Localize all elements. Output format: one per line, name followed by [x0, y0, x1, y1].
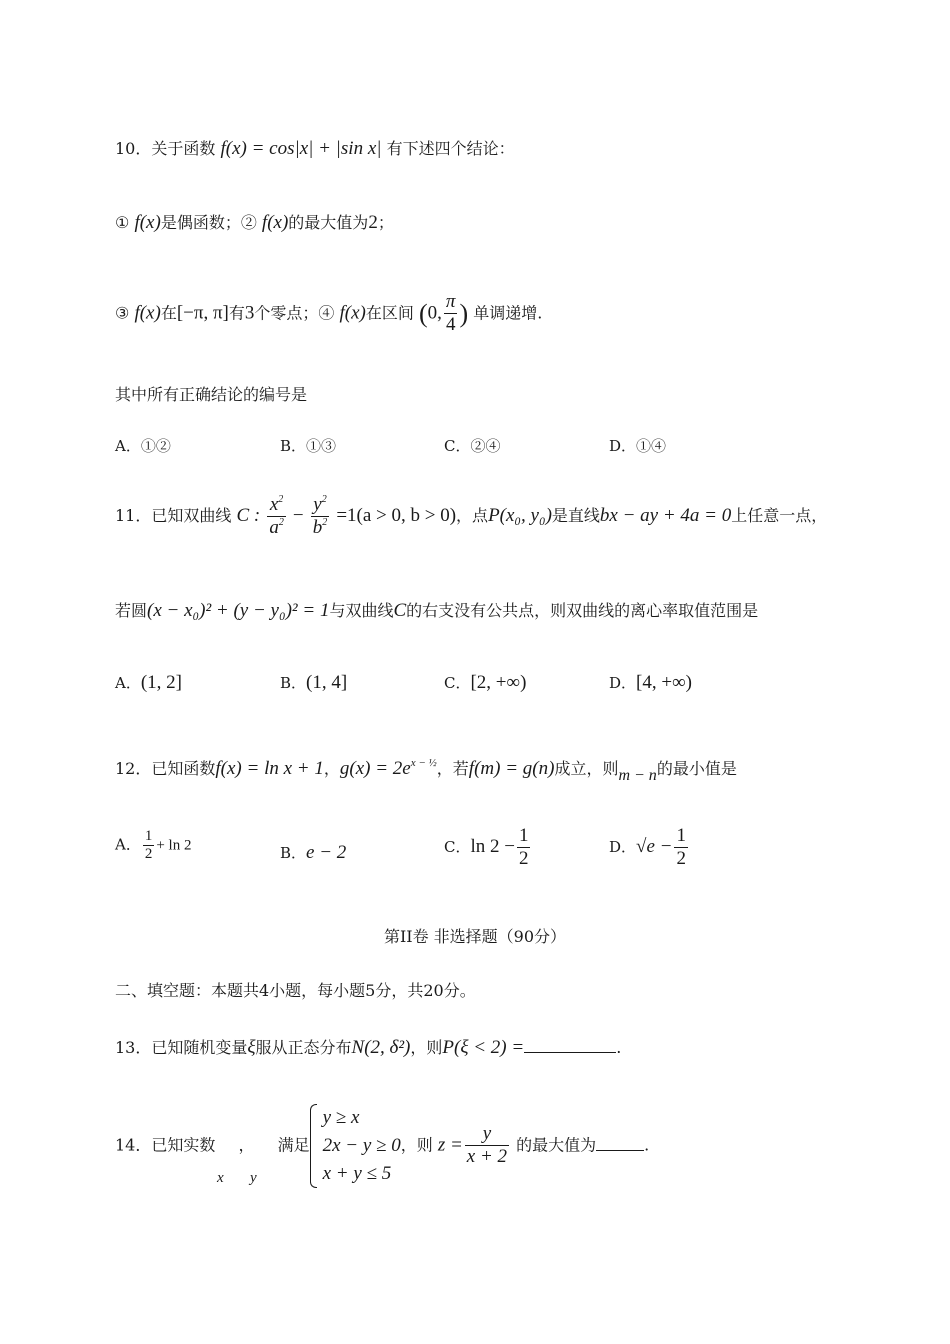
q14-tail: 的最大值为: [516, 1135, 597, 1155]
q10-text-1: 是偶函数；②: [160, 213, 257, 232]
q14-satisfy: 满足: [277, 1135, 310, 1155]
q10-conclusions-3-4: [115, 292, 542, 336]
q13-ze: ，则: [410, 1038, 443, 1057]
fm-eq-gn: f(m) = g(n): [468, 758, 555, 779]
option-value: ②④: [470, 437, 501, 455]
option-value: ①③: [306, 437, 337, 455]
q11-circle-line: [115, 598, 758, 622]
q13-end: .: [616, 1038, 622, 1057]
q11-l2-prefix: 若圆: [115, 601, 148, 620]
point-p: P(x₀, y₀): [488, 504, 552, 526]
q11-option-d[interactable]: [609, 672, 692, 694]
constraint-1: y ≥ x: [322, 1107, 360, 1128]
option-value: + ln 2: [156, 837, 192, 854]
option-value: (1, 2]: [140, 672, 182, 693]
var-y: y: [250, 1170, 257, 1186]
option-label: B．: [280, 674, 307, 692]
q10-ask: 其中所有正确结论的编号是: [115, 385, 308, 404]
interval-pi: [−π, π]: [176, 302, 229, 324]
q11-option-a[interactable]: [115, 672, 182, 694]
q10-option-a[interactable]: [115, 435, 171, 456]
function-f: f(x) = ln x + 1: [215, 758, 324, 779]
q11-tail: 上任意一点，: [731, 505, 828, 525]
option-label: D．: [609, 437, 637, 455]
fraction-numerator: y: [482, 1123, 492, 1145]
q10-text-2: 的最大值为: [288, 213, 369, 232]
option-value: √e −: [636, 835, 673, 857]
minus-sign: −: [292, 504, 304, 526]
option-value: ln 2 −: [470, 835, 515, 857]
q10-you: 有: [228, 303, 245, 323]
option-label: C．: [444, 837, 471, 856]
line-equation: bx − ay + 4a = 0: [599, 504, 732, 526]
one-half: $\frac{1}{2}$: [676, 825, 686, 869]
q10-semicolon: ；: [377, 213, 394, 232]
one-half: $\frac{1}{2}$: [518, 825, 529, 869]
x2-over-a2: $\frac{x^2}{a^2}$: [269, 494, 284, 538]
var-x: x: [217, 1170, 224, 1186]
q12-tail: 成立，则: [554, 759, 619, 778]
q10-conclusions-1-2: [115, 210, 394, 234]
q13-statement: [115, 1034, 621, 1059]
q11-option-b[interactable]: [280, 672, 347, 694]
option-label: A．: [115, 674, 141, 692]
q12-statement: [115, 756, 737, 785]
interval-zero: 0,: [427, 302, 442, 324]
xi-symbol: ξ: [247, 1037, 256, 1058]
y-over-x-plus-2: [465, 1124, 509, 1168]
hyperbola-c: C :: [236, 504, 261, 526]
q12-tail2: 的最小值是: [656, 759, 737, 778]
option-label: B．: [280, 437, 307, 455]
q10-formula: f(x) = cos|x| + |sin x|: [220, 138, 382, 159]
q14-prefix: 14．已知实数: [115, 1135, 216, 1155]
constraint-system: [310, 1104, 401, 1188]
max-value: 2: [368, 212, 378, 233]
close-paren: ): [459, 298, 469, 328]
circled-1: ①: [115, 213, 130, 232]
pi-over-4: $\frac{\pi}{4}$: [445, 291, 456, 335]
q10-option-b[interactable]: [280, 435, 336, 456]
q10-option-c[interactable]: [444, 435, 501, 456]
q14-statement: [115, 1104, 649, 1188]
fraction-denominator: x + 2: [466, 1146, 508, 1168]
option-label: D．: [609, 674, 637, 692]
option-label: A．: [115, 835, 141, 854]
q11-prefix: 11．已知双曲线: [115, 505, 232, 525]
q10-zeros-text: 个零点；④: [254, 303, 335, 323]
constraint-3: x + y ≤ 5: [322, 1163, 392, 1184]
option-label: C．: [444, 437, 471, 455]
q12-ruo: ，若: [436, 759, 469, 778]
function-g: g(x) = 2e: [339, 758, 411, 779]
q11-l2-tail: 的右支没有公共点，则双曲线的离心率取值范围是: [406, 601, 759, 620]
q12-option-d[interactable]: [609, 826, 690, 870]
q12-comma: ，: [323, 759, 340, 778]
probability-expr: P(ξ < 2) =: [442, 1037, 525, 1058]
open-paren: (: [419, 298, 428, 328]
option-value: [2, +∞): [470, 672, 527, 693]
q10-suffix: 有下述四个结论：: [386, 139, 515, 158]
q10-prefix: 10．关于函数: [115, 139, 216, 158]
q11-condition: =1(a > 0, b > 0): [336, 504, 457, 526]
left-brace: [310, 1104, 317, 1188]
q12-option-c[interactable]: [444, 826, 532, 870]
option-value: (1, 4]: [306, 672, 348, 693]
answer-blank[interactable]: [524, 1034, 616, 1053]
f-of-x: f(x): [339, 302, 366, 324]
f-of-x: f(x): [134, 212, 161, 233]
q14-end: .: [644, 1135, 650, 1155]
g-exponent: x − ½: [410, 757, 437, 769]
q11-option-c[interactable]: [444, 672, 526, 694]
q11-line-text: 是直线: [551, 505, 600, 525]
q14-comma: ，: [238, 1135, 255, 1155]
option-label: C．: [444, 674, 471, 692]
q12-option-a[interactable]: [115, 828, 191, 863]
normal-distribution: N(2, δ²): [351, 1037, 411, 1058]
option-label: A．: [115, 437, 141, 455]
circled-3: ③: [115, 303, 130, 323]
q10-statement: [115, 136, 515, 160]
option-value: ①②: [140, 437, 171, 455]
circle-equation: (x − x₀)² + (y − y₀)² = 1: [147, 600, 330, 621]
f-of-x: f(x): [261, 212, 289, 233]
q14-ze: ，则: [400, 1135, 433, 1155]
option-value: e − 2: [306, 842, 347, 863]
constraint-2: 2x − y ≥ 0: [322, 1135, 401, 1156]
option-label: B．: [280, 844, 307, 862]
q11-l2-text: 与双曲线: [329, 601, 394, 620]
q10-zai2: 在区间: [365, 303, 414, 323]
zero-count: 3: [244, 302, 255, 324]
m-minus-n: m − n: [618, 767, 657, 784]
f-of-x: f(x): [134, 302, 161, 324]
q13-prefix: 13．已知随机变量: [115, 1038, 248, 1057]
option-value: [4, +∞): [636, 672, 692, 693]
q10-mono-text: 单调递增.: [473, 303, 543, 323]
answer-blank[interactable]: [596, 1132, 644, 1151]
section-title: 第II卷 非选择题（90分）: [383, 927, 567, 946]
q10-option-d[interactable]: [609, 435, 666, 456]
y2-over-b2: $\frac{y^2}{b^2}$: [312, 494, 328, 538]
q11-mid: ，点: [456, 505, 489, 525]
option-label: D．: [609, 837, 637, 856]
one-half: $\frac{1}{2}$: [144, 828, 153, 862]
q12-prefix: 12．已知函数: [115, 759, 216, 778]
q11-statement: [115, 494, 827, 539]
q13-mid: 服从正态分布: [255, 1038, 352, 1057]
part2-header: 二、填空题：本题共4小题，每小题5分，共20分。: [115, 981, 476, 1000]
q10-zai: 在: [160, 303, 177, 323]
q12-option-b[interactable]: [280, 842, 346, 864]
hyperbola-c-ref: C: [393, 600, 407, 621]
option-value: ①④: [636, 437, 667, 455]
z-equals: z =: [437, 1134, 463, 1156]
